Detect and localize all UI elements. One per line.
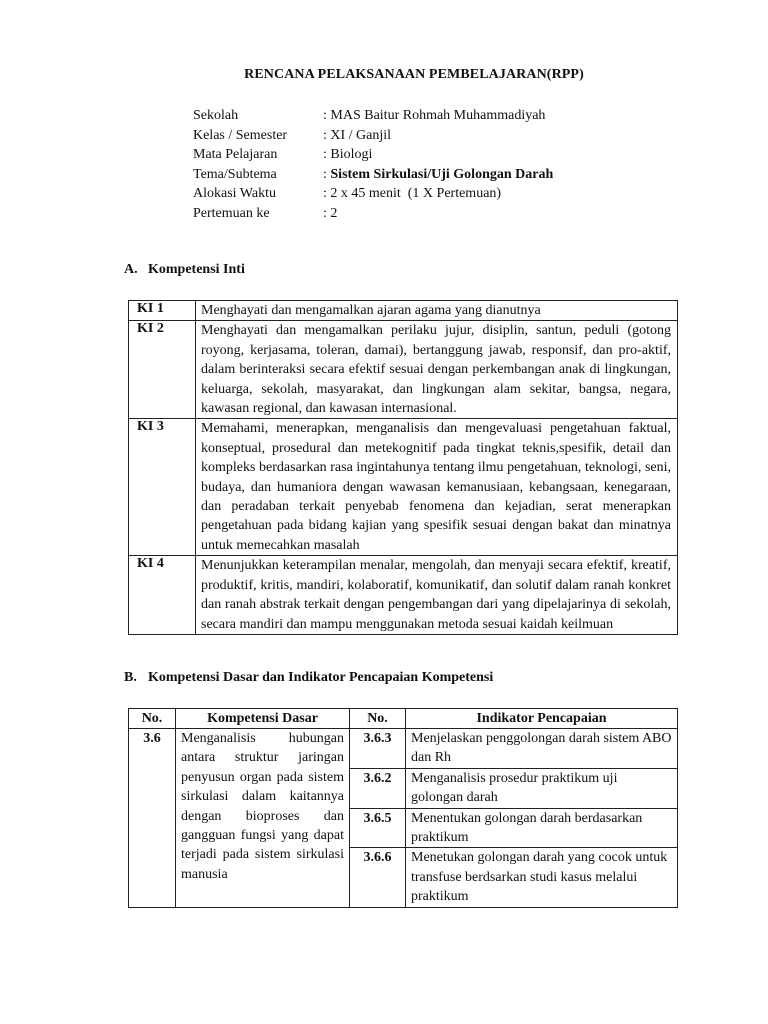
identity-label: Kelas / Semester <box>193 127 288 143</box>
table-row <box>129 301 678 321</box>
identity-label: Sekolah <box>193 108 239 123</box>
section-b-heading <box>124 670 493 686</box>
ki-text: Menghayati dan mengamalkan perilaku jujur, disiplin, santun, peduli (gotong royong, kerjasama, toleran, damai), bertanggung jawab, responsif, dan pro-aktif, dalam berinteraksi secara efektif sesuai dengan perkembangan anak di lingkungan, keluarga, sekolah, masyarakat, dan lingkungan alam sekitar, bangsa, negara, kawasan regional, dan kawasan internasional. <box>196 321 678 419</box>
identity-value-bold: Sistem Sirkulasi/Uji Golongan Darah <box>330 166 554 182</box>
table-row <box>129 729 678 769</box>
identity-prefix: : <box>323 166 331 182</box>
core-competency-table <box>128 300 678 635</box>
table-header-row <box>129 709 678 729</box>
header-basic-competency: Kompetensi Dasar <box>176 709 350 729</box>
table-row <box>129 556 678 635</box>
document-title: RENCANA PELAKSANAAN PEMBELAJARAN(RPP) <box>244 67 584 82</box>
ki-code: KI 3 <box>129 419 196 556</box>
section-title: Kompetensi Inti <box>148 262 245 277</box>
identity-row-school <box>193 106 553 126</box>
section-title: Kompetensi Dasar dan Indikator Pencapaian Kompetensi <box>148 670 494 685</box>
ki-text: Memahami, menerapkan, menganalisis dan mengevaluasi pengetahuan faktual, konseptual, prosedural dan metekognitif pada tingkat teknis,spesifik, detail dan kompleks berdasarkan rasa ingintahunya tentang ilmu pengetahuan, teknologi, seni, budaya, dan humaniora dengan wawasan kemanusiaan, kebangsaan, kenegaraan, dan peradaban terkait penyebab fenomena dan kejadian, serat menerapkan pengetahuan pada bidang kajian yang spesifik sesuai dengan bakat dan minatnya untuk memecahkan masalah <box>196 419 678 556</box>
identity-label: Mata Pelajaran <box>193 147 278 163</box>
section-letter: A. <box>124 262 138 277</box>
identity-block <box>193 106 553 224</box>
identity-row-theme <box>193 165 553 185</box>
indicator-number: 3.6.2 <box>350 768 406 808</box>
indicator-text: Menetukan golongan darah yang cocok untuk transfuse berdsarkan studi kasus melalui praktikum <box>406 848 678 907</box>
identity-value <box>323 165 553 185</box>
identity-row-subject <box>193 145 553 165</box>
identity-row-time <box>193 184 553 204</box>
ki-code: KI 1 <box>129 301 196 321</box>
identity-value: : MAS Baitur Rohmah Muhammadiyah <box>323 108 546 123</box>
indicator-text: Menentukan golongan darah berdasarkan praktikum <box>406 808 678 848</box>
indicator-number: 3.6.3 <box>350 729 406 769</box>
header-indicator-no: No. <box>350 709 406 729</box>
kd-text: Menganalisis hubungan antara struktur jaringan penyusun organ pada sistem sirkulasi dalam kaitannya dengan bioproses dan gangguan fungsi yang dapat terjadi pada sistem sirkulasi manusia <box>176 729 350 908</box>
indicator-number: 3.6.6 <box>350 848 406 907</box>
indicator-text: Menjelaskan penggolongan darah sistem ABO dan Rh <box>406 729 678 769</box>
ki-text: Menghayati dan mengamalkan ajaran agama yang dianutnya <box>196 301 678 321</box>
identity-value: : Biologi <box>323 147 373 163</box>
identity-label: Alokasi Waktu <box>193 186 276 202</box>
table-row <box>129 419 678 556</box>
table-row <box>129 321 678 419</box>
section-a-heading <box>124 262 245 278</box>
identity-label: Pertemuan ke <box>193 205 270 221</box>
ki-code: KI 4 <box>129 556 196 635</box>
header-indicator: Indikator Pencapaian <box>406 709 678 729</box>
indicator-text: Menganalisis prosedur praktikum uji golongan darah <box>406 768 678 808</box>
identity-row-meeting <box>193 204 553 224</box>
basic-competency-table <box>128 708 678 908</box>
ki-text: Menunjukkan keterampilan menalar, mengolah, dan menyaji secara efektif, kreatif, produktif, kritis, mandiri, kolaboratif, komunikatif, dan solutif dalam ranah konkret dan ranah abstrak terkait dengan pengembangan dari yang dipelajarinya di sekolah, secara mandiri dan mampu menggunakan metoda sesuai kaidah keilmuan <box>196 556 678 635</box>
identity-value: : XI / Ganjil <box>323 127 392 143</box>
identity-value: : 2 x 45 menit (1 X Pertemuan) <box>323 186 502 202</box>
identity-label: Tema/Subtema <box>193 166 277 182</box>
kd-number: 3.6 <box>129 729 176 908</box>
ki-code: KI 2 <box>129 321 196 419</box>
section-letter: B. <box>124 670 137 685</box>
header-no: No. <box>129 709 176 729</box>
identity-value: : 2 <box>323 205 338 221</box>
indicator-number: 3.6.5 <box>350 808 406 848</box>
identity-row-class <box>193 126 553 146</box>
